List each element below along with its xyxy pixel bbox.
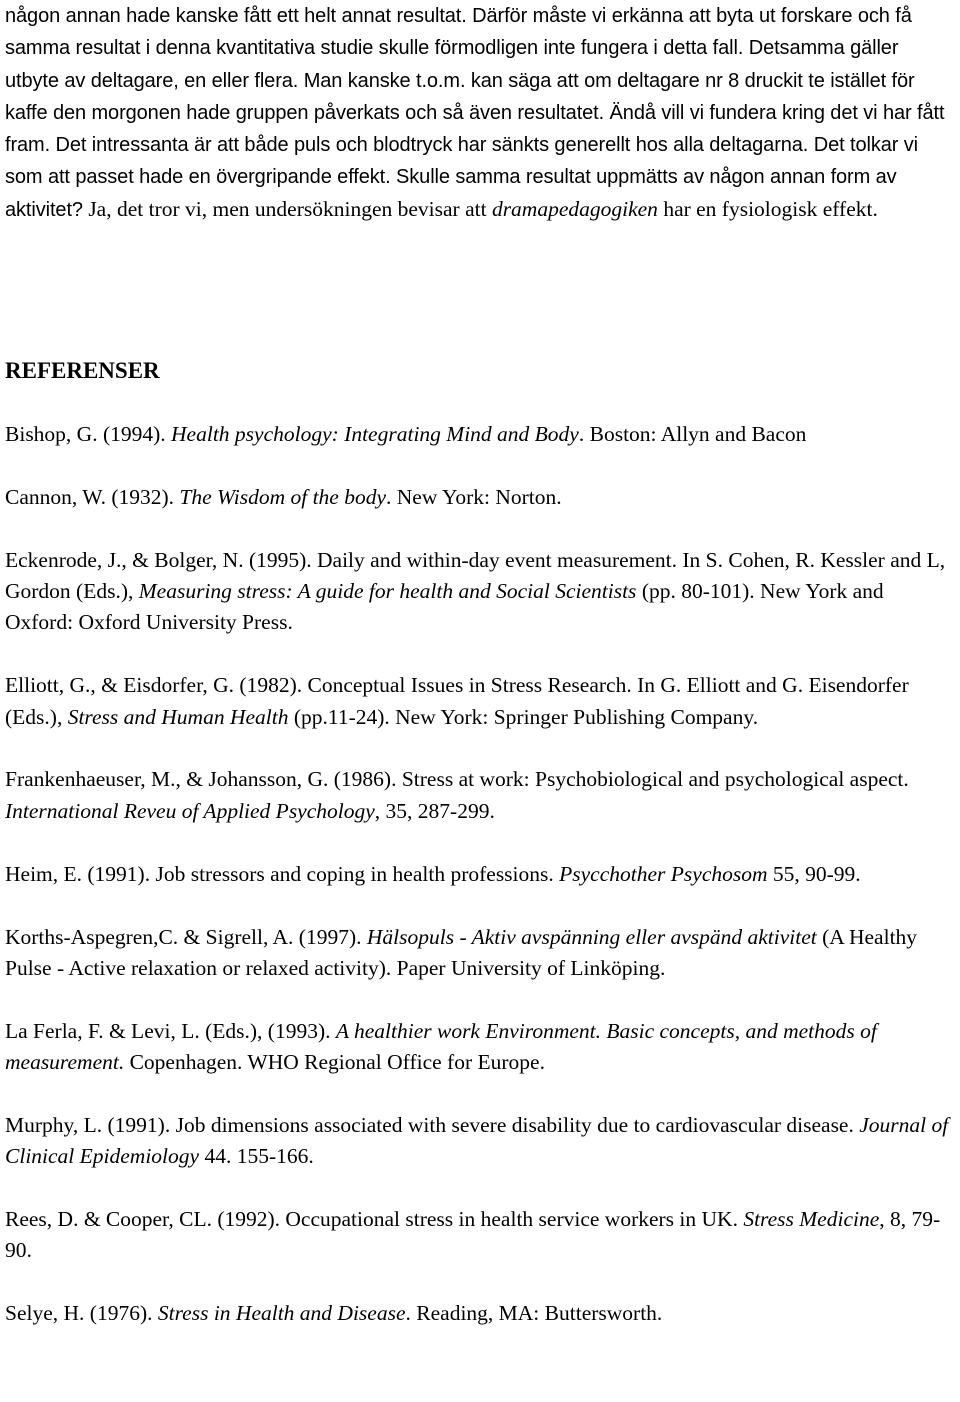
reference-details: . Boston: Allyn and Bacon (578, 422, 807, 446)
reference-details: , 35, 287-299. (374, 798, 495, 823)
reference-details: , 8, 79-90. (5, 1207, 941, 1263)
reference-authors: Elliott, G., & Eisdorfer, G. (1982). Conceptual Issues in Stress Research. In G. Elliott and G. Eisendorfer (Eds.), (5, 673, 909, 729)
reference-title: International Reveu of Applied Psychology (5, 798, 375, 823)
reference-item (5, 859, 955, 890)
reference-authors: Cannon, W. (1932). (5, 484, 180, 509)
reference-title: Journal of Clinical Epidemiology (5, 1112, 949, 1169)
reference-authors: Heim, E. (1991). Job stressors and coping in health professions. (5, 861, 560, 886)
reference-title: Hälsopuls - Aktiv avspänning eller avspänd aktivitet (366, 924, 817, 949)
intro-serif-end: har en fysiologisk effekt. (657, 196, 878, 221)
document-page (5, 0, 955, 1326)
reference-title: The Wisdom of the body (179, 484, 387, 509)
reference-item (5, 1298, 955, 1329)
reference-details: . Reading, MA: Buttersworth. (405, 1301, 663, 1326)
reference-item (5, 1204, 955, 1267)
reference-title: Stress and Human Health (67, 704, 289, 729)
reference-authors: La Ferla, F. & Levi, L. (Eds.), (1993). (5, 1018, 336, 1043)
reference-details: Copenhagen. WHO Regional Office for Europe. (124, 1050, 545, 1075)
reference-title: Health psychology: Integrating Mind and Body (171, 422, 579, 446)
reference-title: Measuring stress: A guide for health and Social Scientists (138, 579, 637, 604)
reference-authors: Rees, D. & Cooper, CL. (1992). Occupational stress in health service workers in UK. (5, 1207, 744, 1232)
intro-paragraph (5, 0, 955, 226)
intro-serif-text: Ja, det tror vi, men undersökningen bevisar att (82, 196, 492, 221)
reference-list (5, 419, 955, 1361)
reference-title: A healthier work Environment. Basic concepts, and methods of measurement. (5, 1018, 877, 1075)
reference-authors: Bishop, G. (1994). (5, 422, 172, 446)
reference-authors: Korths-Aspegren,C. & Sigrell, A. (1997). (5, 924, 367, 949)
reference-authors: Selye, H. (1976). (5, 1301, 158, 1326)
reference-title: Stress Medicine (743, 1207, 880, 1232)
reference-item (5, 419, 955, 450)
reference-title: Stress in Health and Disease (157, 1301, 406, 1326)
reference-item (5, 545, 955, 639)
references-heading: REFERENSER (5, 358, 160, 383)
reference-item (5, 764, 955, 827)
reference-authors: Murphy, L. (1991). Job dimensions associated with severe disability due to cardiovascular disease. (5, 1112, 860, 1137)
intro-italic-word: dramapedagogiken (491, 196, 658, 221)
reference-details: (A Healthy Pulse - Active relaxation or relaxed activity). Paper University of Linköping. (5, 924, 918, 980)
reference-details: (pp. 80-101). New York and Oxford: Oxford University Press. (5, 579, 884, 635)
reference-item (5, 922, 955, 985)
reference-item (5, 1110, 955, 1173)
reference-item (5, 1016, 955, 1079)
reference-details: 44. 155-166. (199, 1144, 314, 1169)
reference-details: 55, 90-99. (767, 861, 861, 886)
reference-authors: Frankenhaeuser, M., & Johansson, G. (1986). Stress at work: Psychobiological and psychological aspect. (5, 767, 909, 792)
reference-details: . New York: Norton. (386, 484, 562, 509)
reference-authors: Eckenrode, J., & Bolger, N. (1995). Daily and within-day event measurement. In S. Cohen, R. Kessler and L, Gordon (Eds.), (5, 547, 946, 604)
reference-title: Psycchother Psychosom (559, 861, 768, 886)
reference-details: (pp.11-24). New York: Springer Publishing Company. (288, 704, 759, 729)
intro-sans-text: någon annan hade kanske fått ett helt annat resultat. Därför måste vi erkänna att byta ut forskare och få samma resultat i denna kvantitativa studie skulle förmodligen inte fungera i detta fall. Detsamma gäller utbyte av deltagare, en eller flera. Man kanske t.o.m. kan säga att om deltagare nr 8 druckit te istället för kaffe den morgonen hade gruppen påverkats och så även resultatet. Ändå vill vi fundera kring det vi har fått fram. Det intressanta är att både puls och blodtryck har sänkts generellt hos alla deltagarna. Det tolkar vi som att passet hade en övergripande effekt. Skulle samma resultat uppmätts av någon annan form av aktivitet? (5, 5, 945, 221)
reference-item (5, 482, 955, 513)
reference-item (5, 670, 955, 733)
